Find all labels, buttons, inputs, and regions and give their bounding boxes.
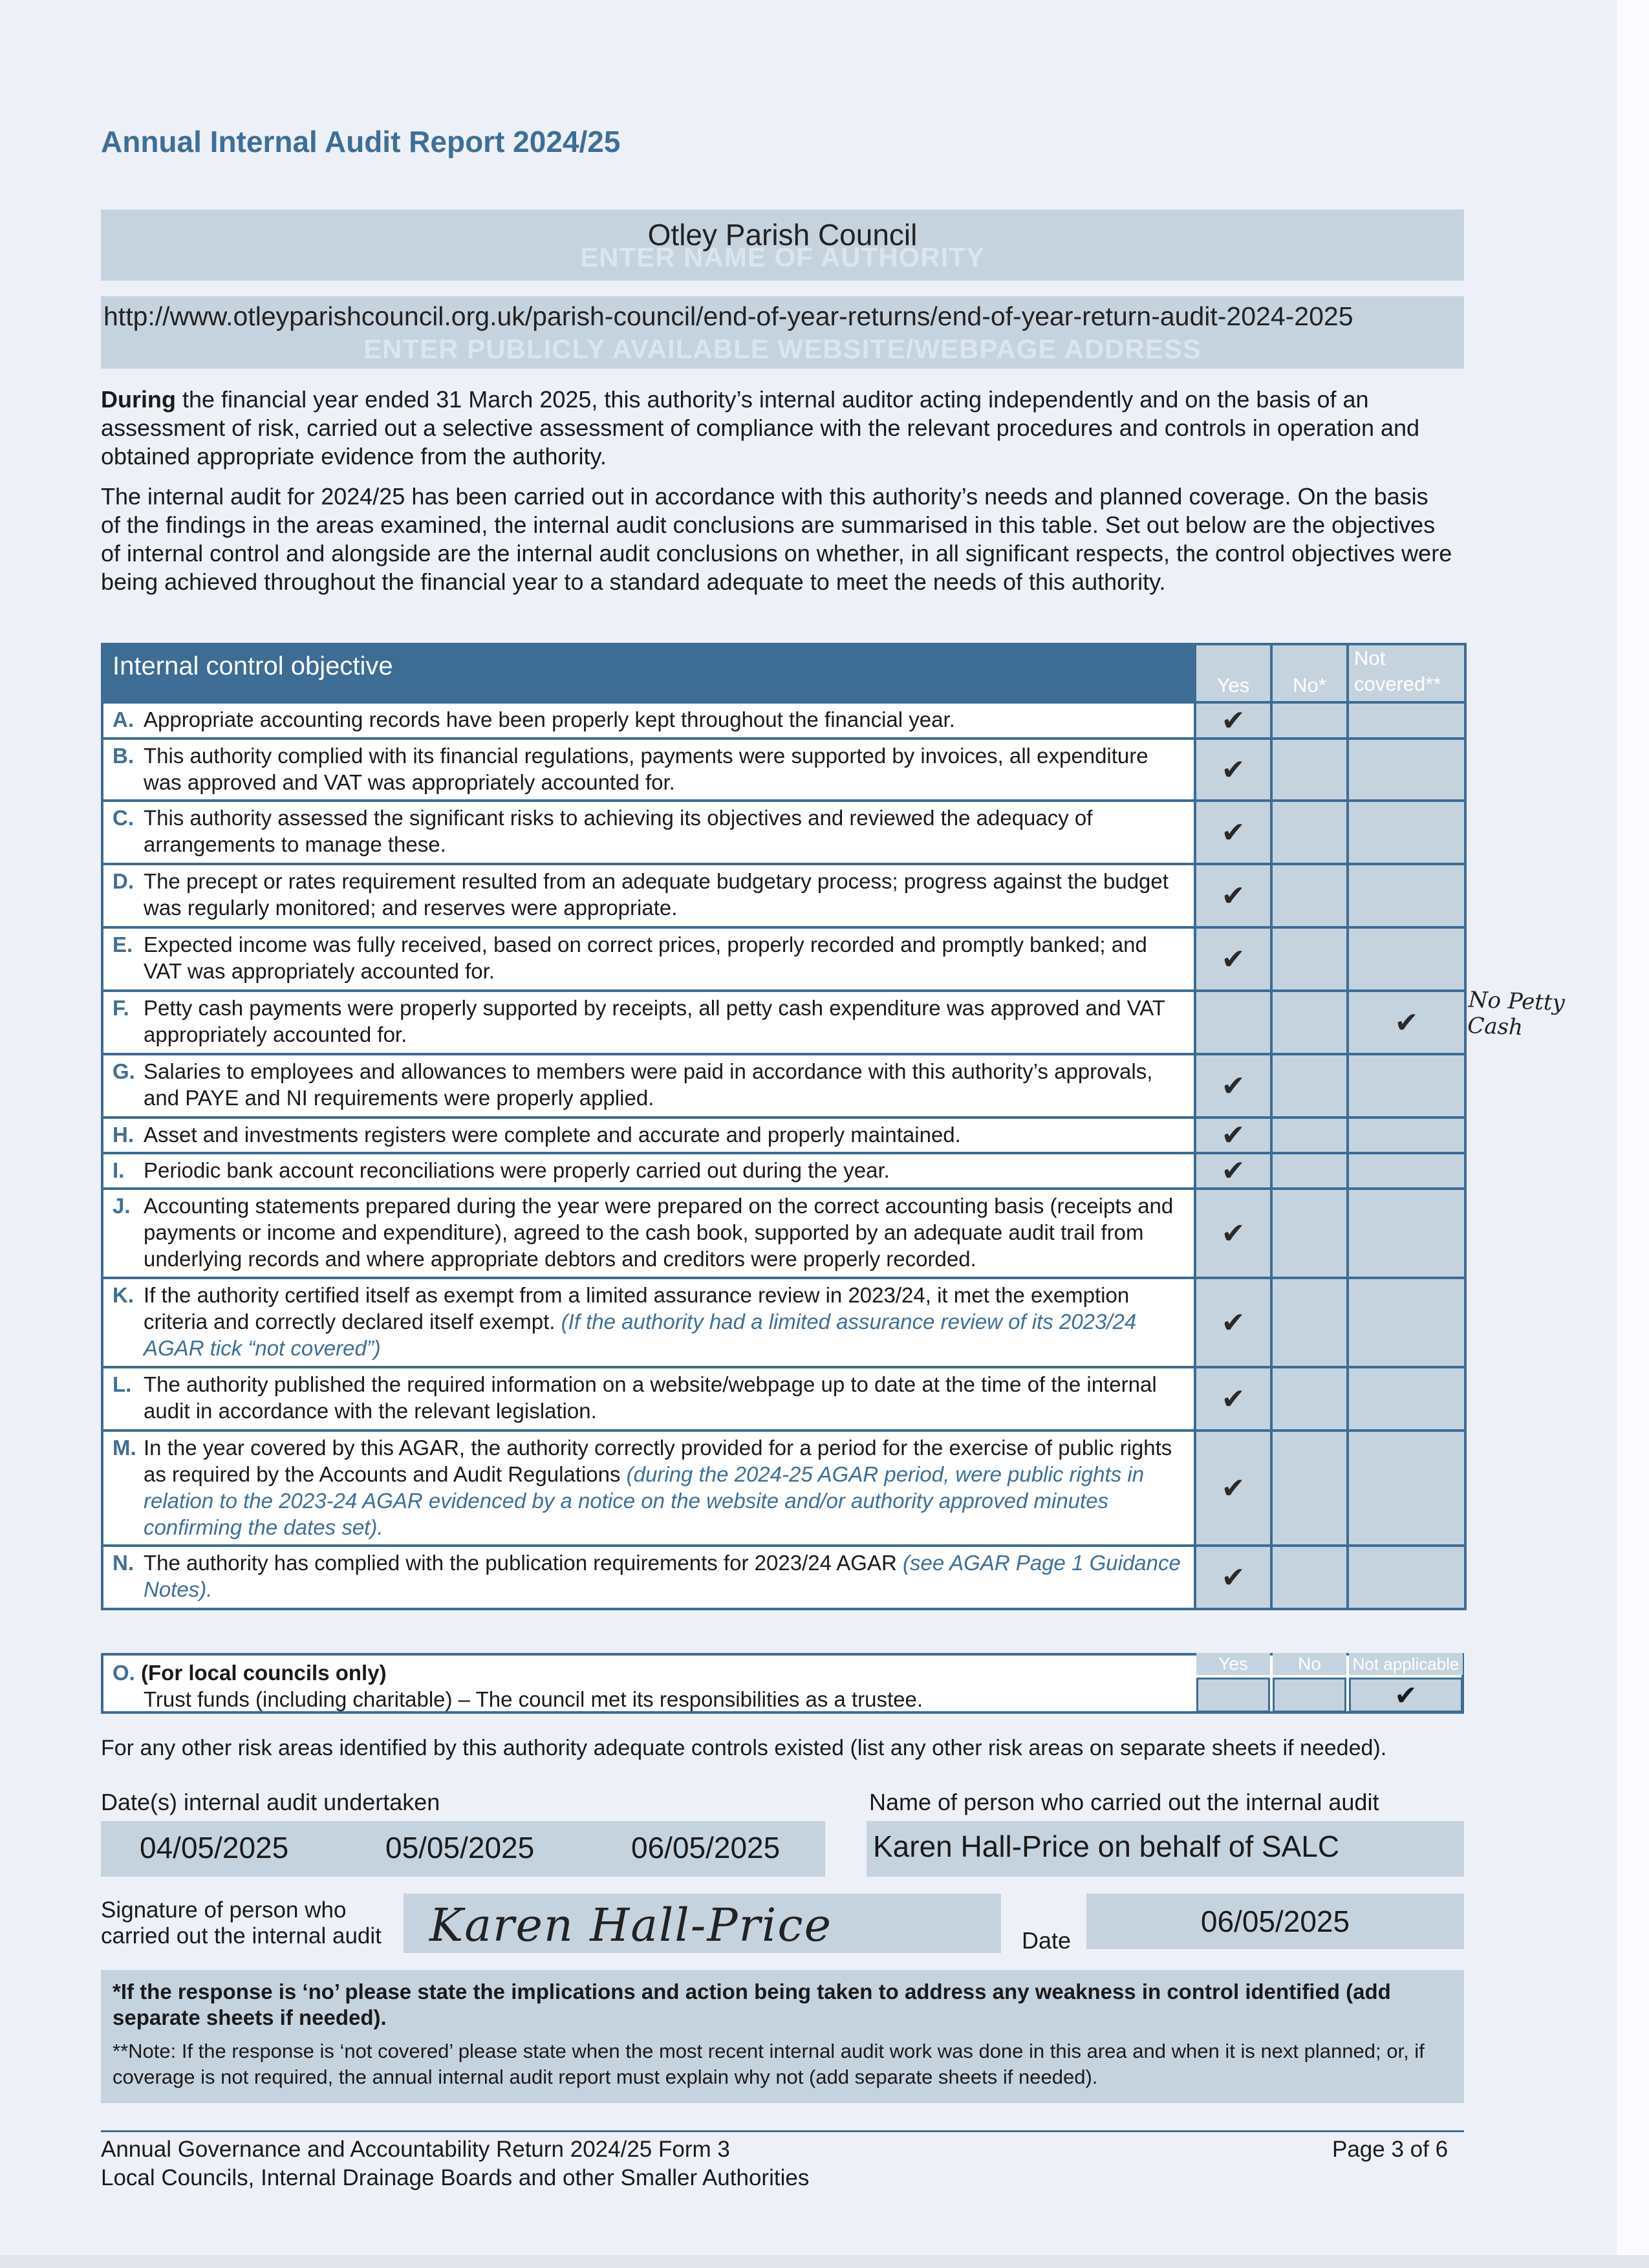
row-objective: The authority has complied with the publication requirements for 2023/24 AGAR	[144, 1551, 897, 1575]
not-covered-checkbox[interactable]	[1348, 1118, 1465, 1153]
not-covered-checkbox[interactable]	[1348, 927, 1465, 991]
yes-checkbox[interactable]: ✔	[1195, 702, 1271, 739]
no-checkbox[interactable]	[1271, 739, 1348, 801]
not-covered-checkbox[interactable]	[1348, 702, 1465, 739]
control-row-e	[102, 927, 1465, 991]
page-number: Page 3 of 6	[1332, 2137, 1449, 2162]
no-checkbox[interactable]	[1271, 1431, 1348, 1546]
local-councils-trust-text: Trust funds (including charitable) – The council met its responsibilities as a trustee.	[144, 1687, 923, 1711]
control-row-i	[102, 1153, 1465, 1189]
yes-checkbox[interactable]: ✔	[1195, 801, 1271, 864]
col-header-not-covered: Not covered**	[1348, 644, 1465, 702]
audit-dates-label: Date(s) internal audit undertaken	[101, 1789, 440, 1815]
control-row-c	[102, 801, 1465, 864]
row-letter: E.	[113, 933, 133, 956]
control-objective-text	[102, 1189, 1195, 1278]
control-objective-text	[102, 739, 1195, 801]
row-guidance-note: (see AGAR Page 1 Guidance Notes).	[144, 1551, 1181, 1601]
other-risk-areas-text: For any other risk areas identified by this authority adequate controls existed (list any other risk areas on separate sheets if needed).	[101, 1736, 1387, 1760]
o-no-checkbox[interactable]	[1273, 1678, 1346, 1712]
row-letter: I.	[113, 1158, 125, 1182]
row-letter: F.	[113, 996, 129, 1020]
no-checkbox[interactable]	[1271, 991, 1348, 1054]
not-covered-checkbox[interactable]	[1348, 864, 1465, 927]
signature-label-line1: Signature of person who	[101, 1897, 347, 1923]
authority-url-value: http://www.otleyparishcouncil.org.uk/parish-council/end-of-year-returns/end-of-year-return-audit-2024-2025	[103, 301, 1353, 331]
yes-checkbox[interactable]: ✔	[1195, 739, 1271, 801]
no-checkbox[interactable]	[1271, 1278, 1348, 1367]
control-row-f	[102, 991, 1465, 1054]
not-covered-checkbox[interactable]	[1348, 1431, 1465, 1546]
control-objective-text	[102, 1367, 1195, 1431]
row-objective: The authority published the required information on a website/webpage up to date at the time of the internal audit in accordance with the relevant legislation.	[144, 1372, 1157, 1423]
row-objective: Salaries to employees and allowances to members were paid in accordance with this authority’s approvals, and PAYE and NI requirements were properly applied.	[144, 1059, 1153, 1110]
yes-checkbox[interactable]: ✔	[1195, 1546, 1271, 1609]
yes-checkbox[interactable]: ✔	[1195, 1118, 1271, 1153]
row-letter: B.	[113, 744, 134, 768]
response-notes-box	[101, 1970, 1464, 2103]
row-letter: D.	[113, 869, 134, 893]
authority-url-placeholder: ENTER PUBLICLY AVAILABLE WEBSITE/WEBPAGE ADDRESS	[363, 334, 1202, 364]
row-guidance-note: (during the 2024-25 AGAR period, were public rights in relation to the 2023-24 AGAR evidenced by a notice on the website and/or authority approved minutes confirming the dates set).	[144, 1462, 1145, 1539]
intro-paragraph-1	[101, 385, 1452, 471]
row-letter: L.	[113, 1372, 132, 1396]
auditor-name-field[interactable]	[867, 1821, 1464, 1877]
footer-rule	[101, 2130, 1464, 2132]
control-objective-text	[102, 1431, 1195, 1546]
control-row-m	[102, 1431, 1465, 1546]
yes-checkbox[interactable]: ✔	[1195, 927, 1271, 991]
not-covered-checkbox[interactable]	[1348, 1546, 1465, 1609]
authority-url-field[interactable]	[101, 296, 1464, 369]
col-header-objective: Internal control objective	[102, 644, 1195, 702]
table-header-row	[102, 644, 1465, 702]
control-objective-text	[102, 927, 1195, 991]
row-objective: Periodic bank account reconciliations were properly carried out during the year.	[144, 1158, 890, 1182]
not-covered-checkbox[interactable]	[1348, 801, 1465, 864]
o-col-yes: Yes	[1196, 1653, 1270, 1675]
row-objective: If the authority certified itself as exempt from a limited assurance review in 2023/24, it met the exemption criteria and correctly declared itself exempt.	[144, 1283, 1130, 1334]
yes-checkbox[interactable]: ✔	[1195, 1189, 1271, 1278]
not-covered-checkbox[interactable]	[1348, 1054, 1465, 1118]
not-covered-checkbox[interactable]	[1348, 739, 1465, 801]
o-col-not-applicable: Not applicable	[1349, 1653, 1463, 1675]
row-letter: K.	[113, 1283, 134, 1307]
not-covered-checkbox[interactable]	[1348, 1189, 1465, 1278]
yes-checkbox[interactable]: ✔	[1195, 1278, 1271, 1367]
row-objective: In the year covered by this AGAR, the authority correctly provided for a period for the exercise of public rights as required by the Accounts and Audit Regulations	[144, 1436, 1172, 1486]
authority-name-value: Otley Parish Council	[647, 218, 918, 252]
control-row-a	[102, 702, 1465, 739]
yes-checkbox[interactable]: ✔	[1195, 1054, 1271, 1118]
signature-date-field[interactable]	[1086, 1894, 1464, 1949]
row-objective: Expected income was fully received, based on correct prices, properly recorded and promptly banked; and VAT was appropriately accounted for.	[144, 933, 1147, 983]
no-checkbox[interactable]	[1271, 864, 1348, 927]
row-objective: Asset and investments registers were complete and accurate and properly maintained.	[144, 1123, 961, 1147]
col-header-yes: Yes	[1195, 644, 1271, 702]
control-row-l	[102, 1367, 1465, 1431]
control-row-g	[102, 1054, 1465, 1118]
row-guidance-note: (If the authority had a limited assurance review of its 2023/24 AGAR tick “not covered”)	[144, 1310, 1137, 1360]
no-checkbox[interactable]	[1271, 1118, 1348, 1153]
not-covered-checkbox[interactable]	[1348, 1278, 1465, 1367]
yes-checkbox[interactable]: ✔	[1195, 864, 1271, 927]
no-checkbox[interactable]	[1271, 1189, 1348, 1278]
control-objective-text	[102, 1278, 1195, 1367]
row-objective: The precept or rates requirement resulted from an adequate budgetary process; progress against the budget was regularly monitored; and reserves were appropriate.	[144, 869, 1169, 920]
signature-label-line2: carried out the internal audit	[101, 1923, 382, 1949]
scan-bottom-edge	[0, 2255, 1649, 2268]
row-letter: J.	[113, 1194, 131, 1218]
control-objective-text	[102, 1546, 1195, 1609]
auditor-name-value: Karen Hall-Price on behalf of SALC	[873, 1830, 1340, 1863]
not-covered-checkbox[interactable]	[1348, 1153, 1465, 1189]
intro-paragraph-2: The internal audit for 2024/25 has been carried out in accordance with this authority’s needs and planned coverage. On the basis of the findings in the areas examined, the internal audit conclusions are summarised in this table. Set out below are the objectives of internal control and alongside are the internal audit conclusions on whether, in all significant respects, the control objectives were being achieved throughout the financial year to a standard adequate to meet the needs of this authority.	[101, 483, 1452, 595]
control-row-k	[102, 1278, 1465, 1367]
handwritten-signature: Karen Hall-Price	[429, 1899, 833, 1952]
o-yes-checkbox[interactable]	[1196, 1678, 1270, 1712]
no-checkbox[interactable]	[1271, 702, 1348, 739]
footer-text	[101, 2135, 809, 2192]
yes-checkbox[interactable]: ✔	[1195, 1367, 1271, 1431]
signature-date-label: Date	[1022, 1927, 1072, 1954]
row-letter: G.	[113, 1059, 135, 1083]
local-councils-heading: (For local councils only)	[141, 1661, 387, 1685]
control-row-h	[102, 1118, 1465, 1153]
signature-field[interactable]	[404, 1894, 1001, 1953]
row-objective: This authority complied with its financial regulations, payments were supported by invoices, all expenditure was approved and VAT was appropriately accounted for.	[144, 744, 1148, 794]
not-covered-checkbox[interactable]	[1348, 1367, 1465, 1431]
row-letter: N.	[113, 1551, 134, 1575]
internal-control-table	[101, 643, 1467, 1610]
no-checkbox[interactable]	[1271, 1153, 1348, 1189]
handwritten-margin-note: No Petty Cash	[1467, 987, 1566, 1041]
row-objective: Petty cash payments were properly supported by receipts, all petty cash expenditure was approved and VAT appropriately accounted for.	[144, 996, 1165, 1046]
control-row-b	[102, 739, 1465, 801]
intro-bold-lead: During	[101, 386, 176, 413]
auditor-name-label: Name of person who carried out the internal audit	[869, 1789, 1379, 1815]
local-councils-text	[113, 1659, 1212, 1712]
control-objective-text	[102, 864, 1195, 927]
no-checkbox[interactable]	[1271, 1546, 1348, 1609]
intro-p1-text: the financial year ended 31 March 2025, this authority’s internal auditor acting independently and on the basis of an assessment of risk, carried out a selective assessment of compliance with the relevant procedures and controls in operation and obtained appropriate evidence from the authority.	[101, 386, 1420, 470]
control-objective-text	[102, 1054, 1195, 1118]
col-header-no: No*	[1271, 644, 1348, 702]
not-covered-checkbox[interactable]: ✔	[1348, 991, 1465, 1054]
page-title: Annual Internal Audit Report 2024/25	[101, 125, 621, 158]
audit-date-1: 04/05/2025	[140, 1831, 289, 1864]
control-objective-text	[102, 991, 1195, 1054]
control-row-j	[102, 1189, 1465, 1278]
row-objective: This authority assessed the significant risks to achieving its objectives and reviewed the adequacy of arrangements to manage these.	[144, 806, 1093, 856]
control-objective-text	[102, 1153, 1195, 1189]
signature-date-value: 06/05/2025	[1200, 1905, 1350, 1938]
yes-checkbox[interactable]: ✔	[1195, 1431, 1271, 1546]
signature-label	[101, 1897, 382, 1949]
row-letter: A.	[113, 707, 134, 731]
control-row-d	[102, 864, 1465, 927]
audit-date-2: 05/05/2025	[385, 1831, 535, 1864]
row-letter: H.	[113, 1123, 134, 1147]
yes-checkbox[interactable]: ✔	[1195, 1153, 1271, 1189]
note-no-response: *If the response is ‘no’ please state the implications and action being taken to address any weakness in control identified (add separate sheets if needed).	[113, 1980, 1391, 2029]
note-not-covered: **Note: If the response is ‘not covered’ please state when the most recent internal audit work was done in this area and when it is next planned; or, if coverage is not required, the annual internal audit report must explain why not (add separate sheets if needed).	[113, 2040, 1425, 2088]
control-row-n	[102, 1546, 1465, 1609]
row-letter-o: O.	[113, 1661, 135, 1685]
no-checkbox[interactable]	[1271, 1367, 1348, 1431]
o-not-applicable-checkbox[interactable]: ✔	[1349, 1678, 1463, 1712]
no-checkbox[interactable]	[1271, 927, 1348, 991]
yes-checkbox[interactable]	[1195, 991, 1271, 1054]
control-objective-text	[102, 801, 1195, 864]
row-letter: M.	[113, 1436, 136, 1460]
row-letter: C.	[113, 806, 134, 830]
no-checkbox[interactable]	[1271, 801, 1348, 864]
authority-name-field[interactable]	[101, 210, 1464, 281]
footer-line-1: Annual Governance and Accountability Return 2024/25 Form 3	[101, 2137, 730, 2162]
control-objective-text	[102, 702, 1195, 739]
scan-edge	[1617, 0, 1649, 2268]
o-col-no: No	[1273, 1653, 1346, 1675]
audit-date-3: 06/05/2025	[631, 1831, 781, 1864]
authority-name-placeholder: ENTER NAME OF AUTHORITY	[580, 242, 985, 272]
audit-dates-field[interactable]	[101, 1821, 825, 1877]
row-objective: Appropriate accounting records have been properly kept throughout the financial year.	[144, 707, 955, 731]
row-objective: Accounting statements prepared during the year were prepared on the correct accounting basis (receipts and payments or income and expenditure), agreed to the cash book, supported by an adequate audit trail from underlying records and where appropriate debtors and creditors were properly recorded.	[144, 1194, 1174, 1271]
no-checkbox[interactable]	[1271, 1054, 1348, 1118]
control-objective-text	[102, 1118, 1195, 1153]
footer-line-2: Local Councils, Internal Drainage Boards and other Smaller Authorities	[101, 2165, 810, 2190]
